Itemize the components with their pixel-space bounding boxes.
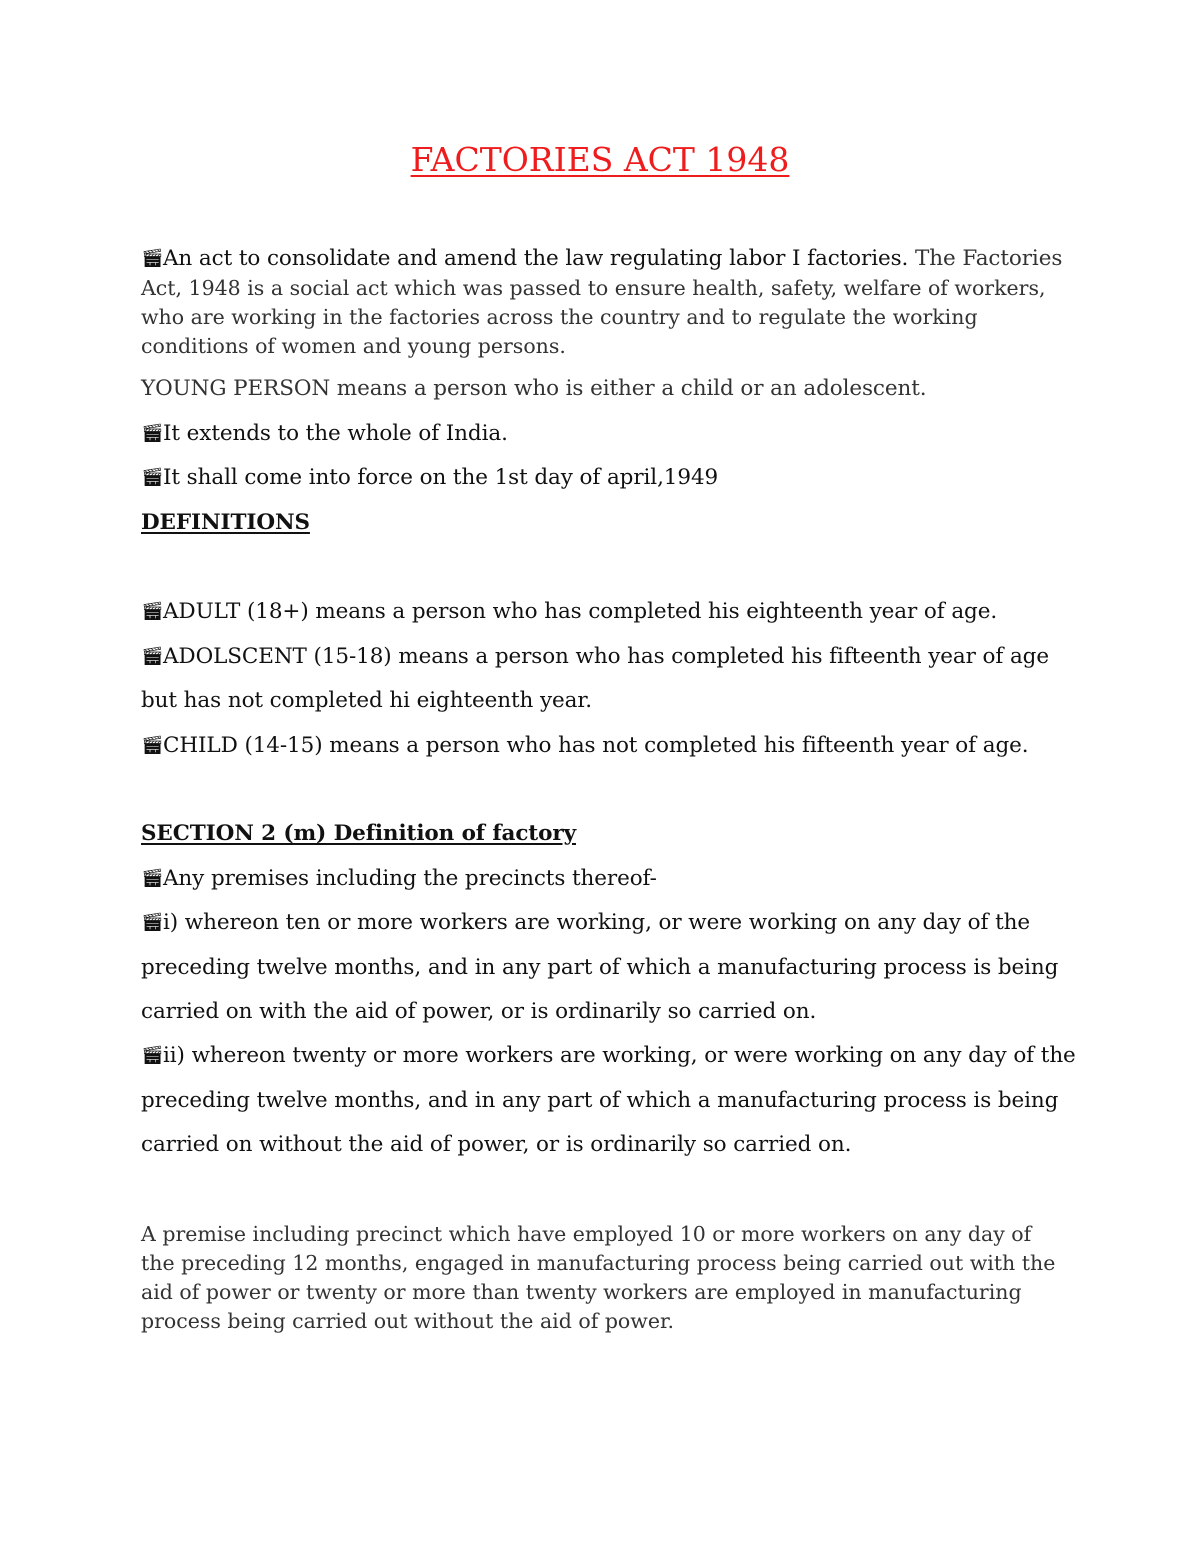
clause-i-text-1: i) whereon ten or more workers are working, or were working on any day of the	[163, 910, 1031, 935]
film-slate-icon: 🎬︎	[141, 868, 164, 889]
extends-text: It extends to the whole of India.	[163, 421, 508, 446]
summary-line-2: the preceding 12 months, engaged in manufacturing process being carried out with the	[141, 1251, 1056, 1275]
premises-text: Any premises including the precincts thereof-	[163, 866, 657, 891]
clause-ii-text-1: ii) whereon twenty or more workers are working, or were working on any day of the	[163, 1043, 1076, 1068]
summary-line-3: aid of power or twenty or more than twenty workers are employed in manufacturing	[141, 1280, 1022, 1304]
section-heading: SECTION 2 (m) Definition of factory	[141, 821, 577, 846]
clause-i-item	[141, 910, 1030, 935]
intro-line-2: Act, 1948 is a social act which was passed to ensure health, safety, welfare of workers,	[141, 276, 1046, 300]
summary-line-1: A premise including precinct which have employed 10 or more workers on any day of	[141, 1222, 1032, 1246]
film-slate-icon: 🎬︎	[141, 912, 164, 933]
film-slate-icon: 🎬︎	[141, 601, 164, 622]
intro-text-1a: An act to consolidate and amend the law regulating labor I factories.	[163, 246, 909, 271]
film-slate-icon: 🎬︎	[141, 735, 164, 756]
clause-ii-text-2: preceding twelve months, and in any part of which a manufacturing process is being	[141, 1088, 1059, 1113]
definitions-heading: DEFINITIONS	[141, 510, 310, 535]
film-slate-icon: 🎬︎	[141, 248, 164, 269]
summary-line-4: process being carried out without the aid of power.	[141, 1309, 675, 1333]
intro-line-4: conditions of women and young persons.	[141, 334, 566, 358]
adult-item	[141, 599, 997, 624]
adolescent-item	[141, 644, 1049, 669]
intro-line-3: who are working in the factories across the country and to regulate the working	[141, 305, 978, 329]
force-text: It shall come into force on the 1st day of april,1949	[163, 465, 719, 490]
film-slate-icon: 🎬︎	[141, 423, 164, 444]
force-item	[141, 465, 718, 490]
child-text: CHILD (14-15) means a person who has not completed his fifteenth year of age.	[163, 733, 1029, 758]
clause-i-text-3: carried on with the aid of power, or is ordinarily so carried on.	[141, 999, 817, 1024]
adolescent-text-1: ADOLSCENT (15-18) means a person who has completed his fifteenth year of age	[163, 644, 1049, 669]
adolescent-text-2: but has not completed hi eighteenth year.	[141, 688, 592, 713]
young-person-definition: YOUNG PERSON means a person who is either a child or an adolescent.	[141, 376, 927, 401]
intro-text-1b: The Factories	[908, 246, 1063, 271]
intro-line-1	[141, 246, 1062, 271]
clause-i-text-2: preceding twelve months, and in any part of which a manufacturing process is being	[141, 955, 1059, 980]
premises-item	[141, 866, 657, 891]
extends-item	[141, 421, 508, 446]
child-item	[141, 733, 1029, 758]
clause-ii-item	[141, 1043, 1076, 1068]
clause-ii-text-3: carried on without the aid of power, or is ordinarily so carried on.	[141, 1132, 852, 1157]
film-slate-icon: 🎬︎	[141, 1045, 164, 1066]
document-title: FACTORIES ACT 1948	[410, 140, 790, 179]
film-slate-icon: 🎬︎	[141, 467, 164, 488]
adult-text: ADULT (18+) means a person who has completed his eighteenth year of age.	[163, 599, 998, 624]
film-slate-icon: 🎬︎	[141, 646, 164, 667]
